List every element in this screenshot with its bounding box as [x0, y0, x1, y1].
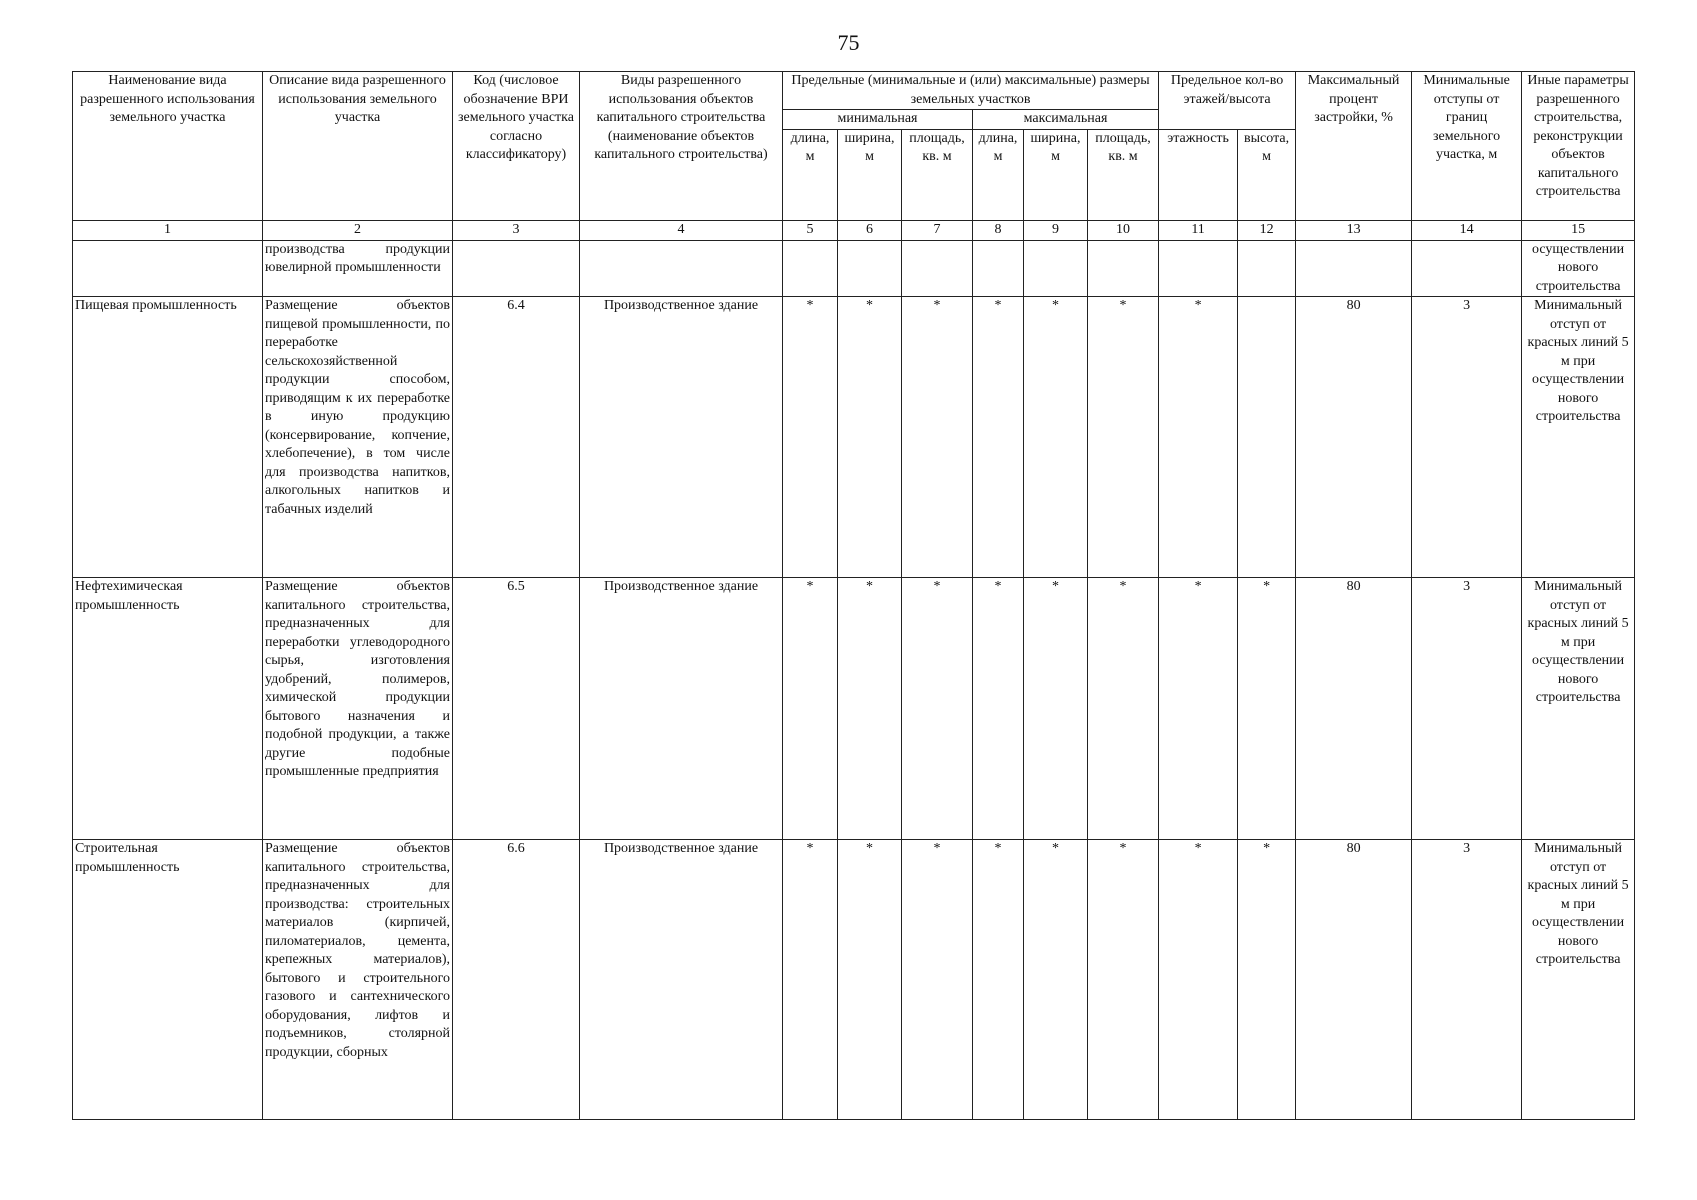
use-description: производства продукции ювелирной промышленности — [263, 240, 453, 297]
header-min: минимальная — [783, 110, 973, 130]
max-build-percent: 80 — [1296, 297, 1412, 578]
header-max-area: площадь, кв. м — [1088, 129, 1159, 220]
use-code: 6.6 — [453, 840, 580, 1120]
header-code: Код (числовое обозначение ВРИ земельного участка согласно классификатору) — [453, 72, 580, 221]
min-length: * — [783, 840, 838, 1120]
min-width: * — [838, 840, 902, 1120]
use-name: Пищевая промышленность — [73, 297, 263, 578]
header-min-width: ширина, м — [838, 129, 902, 220]
floors: * — [1159, 297, 1238, 578]
table-row — [73, 297, 1635, 578]
max-width: * — [1024, 297, 1088, 578]
max-length: * — [973, 578, 1024, 840]
height — [1238, 297, 1296, 578]
column-number: 11 — [1159, 220, 1238, 240]
min-setback — [1412, 240, 1522, 297]
max-area: * — [1088, 297, 1159, 578]
min-length — [783, 240, 838, 297]
header-floors: этажность — [1159, 129, 1238, 220]
header-other-parameters: Иные параметры разрешенного строительства, реконструкции объектов капитального строительства — [1522, 72, 1635, 221]
max-width: * — [1024, 840, 1088, 1120]
header-plot-size-limits: Предельные (минимальные и (или) максимальные) размеры земельных участков — [783, 72, 1159, 110]
header-height: высота, м — [1238, 129, 1296, 220]
header-construction-objects: Виды разрешенного использования объектов капитального строительства (наименование объектов капитального строительства) — [580, 72, 783, 221]
min-length: * — [783, 578, 838, 840]
column-number: 2 — [263, 220, 453, 240]
floors: * — [1159, 578, 1238, 840]
height: * — [1238, 840, 1296, 1120]
header-floors-height: Предельное кол-во этажей/высота — [1159, 72, 1296, 130]
other-parameters: Минимальный отступ от красных линий 5 м при осуществлении нового строительства — [1522, 297, 1635, 578]
max-build-percent — [1296, 240, 1412, 297]
header-min-setbacks: Минимальные отступы от границ земельного участка, м — [1412, 72, 1522, 221]
min-area: * — [902, 840, 973, 1120]
min-width: * — [838, 297, 902, 578]
use-name — [73, 240, 263, 297]
header-max: максимальная — [973, 110, 1159, 130]
max-length: * — [973, 840, 1024, 1120]
column-number: 6 — [838, 220, 902, 240]
header-max-width: ширина, м — [1024, 129, 1088, 220]
column-number: 10 — [1088, 220, 1159, 240]
column-number: 13 — [1296, 220, 1412, 240]
max-area: * — [1088, 578, 1159, 840]
use-code: 6.5 — [453, 578, 580, 840]
min-area: * — [902, 578, 973, 840]
header-use-name: Наименование вида разрешенного использования земельного участка — [73, 72, 263, 221]
min-setback: 3 — [1412, 297, 1522, 578]
column-number: 15 — [1522, 220, 1635, 240]
use-name: Строительная промышленность — [73, 840, 263, 1120]
construction-object: Производственное здание — [580, 840, 783, 1120]
header-min-area: площадь, кв. м — [902, 129, 973, 220]
max-width — [1024, 240, 1088, 297]
max-area — [1088, 240, 1159, 297]
use-description: Размещение объектов капитального строительства, предназначенных для переработки углеводородного сырья, изготовления удобрений, полимеров, химической продукции бытового назначения и подобной продукции, а также другие подобные промышленные предприятия — [263, 578, 453, 840]
table-row — [73, 840, 1635, 1120]
max-width: * — [1024, 578, 1088, 840]
column-number: 7 — [902, 220, 973, 240]
table-row — [73, 240, 1635, 297]
zoning-regulations-table — [72, 71, 1635, 1120]
column-number: 1 — [73, 220, 263, 240]
use-description: Размещение объектов капитального строительства, предназначенных для производства: строительных материалов (кирпичей, пиломатериалов, цемента, крепежных материалов), бытового и строительного газового и сантехнического оборудования, лифтов и подъемников, столярной продукции, сборных — [263, 840, 453, 1120]
max-build-percent: 80 — [1296, 578, 1412, 840]
column-number: 5 — [783, 220, 838, 240]
floors — [1159, 240, 1238, 297]
column-number: 12 — [1238, 220, 1296, 240]
use-code — [453, 240, 580, 297]
table-row — [73, 578, 1635, 840]
min-setback: 3 — [1412, 578, 1522, 840]
max-build-percent: 80 — [1296, 840, 1412, 1120]
other-parameters: Минимальный отступ от красных линий 5 м при осуществлении нового строительства — [1522, 578, 1635, 840]
column-number: 14 — [1412, 220, 1522, 240]
floors: * — [1159, 840, 1238, 1120]
column-number: 3 — [453, 220, 580, 240]
min-width: * — [838, 578, 902, 840]
header-use-description: Описание вида разрешенного использования земельного участка — [263, 72, 453, 221]
use-description: Размещение объектов пищевой промышленности, по переработке сельскохозяйственной продукции способом, приводящим к их переработке в иную продукцию (консервирование, копчение, хлебопечение), в том числе для производства напитков, алкогольных напитков и табачных изделий — [263, 297, 453, 578]
column-number: 4 — [580, 220, 783, 240]
header-max-length: длина, м — [973, 129, 1024, 220]
column-numbers-row — [73, 220, 1635, 240]
use-name: Нефтехимическая промышленность — [73, 578, 263, 840]
header-max-build-percent: Максимальный процент застройки, % — [1296, 72, 1412, 221]
max-length — [973, 240, 1024, 297]
construction-object — [580, 240, 783, 297]
max-length: * — [973, 297, 1024, 578]
page-number: 75 — [837, 30, 860, 55]
min-area: * — [902, 297, 973, 578]
other-parameters: осуществлении нового строительства — [1522, 240, 1635, 297]
min-length: * — [783, 297, 838, 578]
min-setback: 3 — [1412, 840, 1522, 1120]
header-min-length: длина, м — [783, 129, 838, 220]
use-code: 6.4 — [453, 297, 580, 578]
column-number: 8 — [973, 220, 1024, 240]
construction-object: Производственное здание — [580, 297, 783, 578]
construction-object: Производственное здание — [580, 578, 783, 840]
min-width — [838, 240, 902, 297]
height — [1238, 240, 1296, 297]
max-area: * — [1088, 840, 1159, 1120]
other-parameters: Минимальный отступ от красных линий 5 м при осуществлении нового строительства — [1522, 840, 1635, 1120]
column-number: 9 — [1024, 220, 1088, 240]
height: * — [1238, 578, 1296, 840]
min-area — [902, 240, 973, 297]
